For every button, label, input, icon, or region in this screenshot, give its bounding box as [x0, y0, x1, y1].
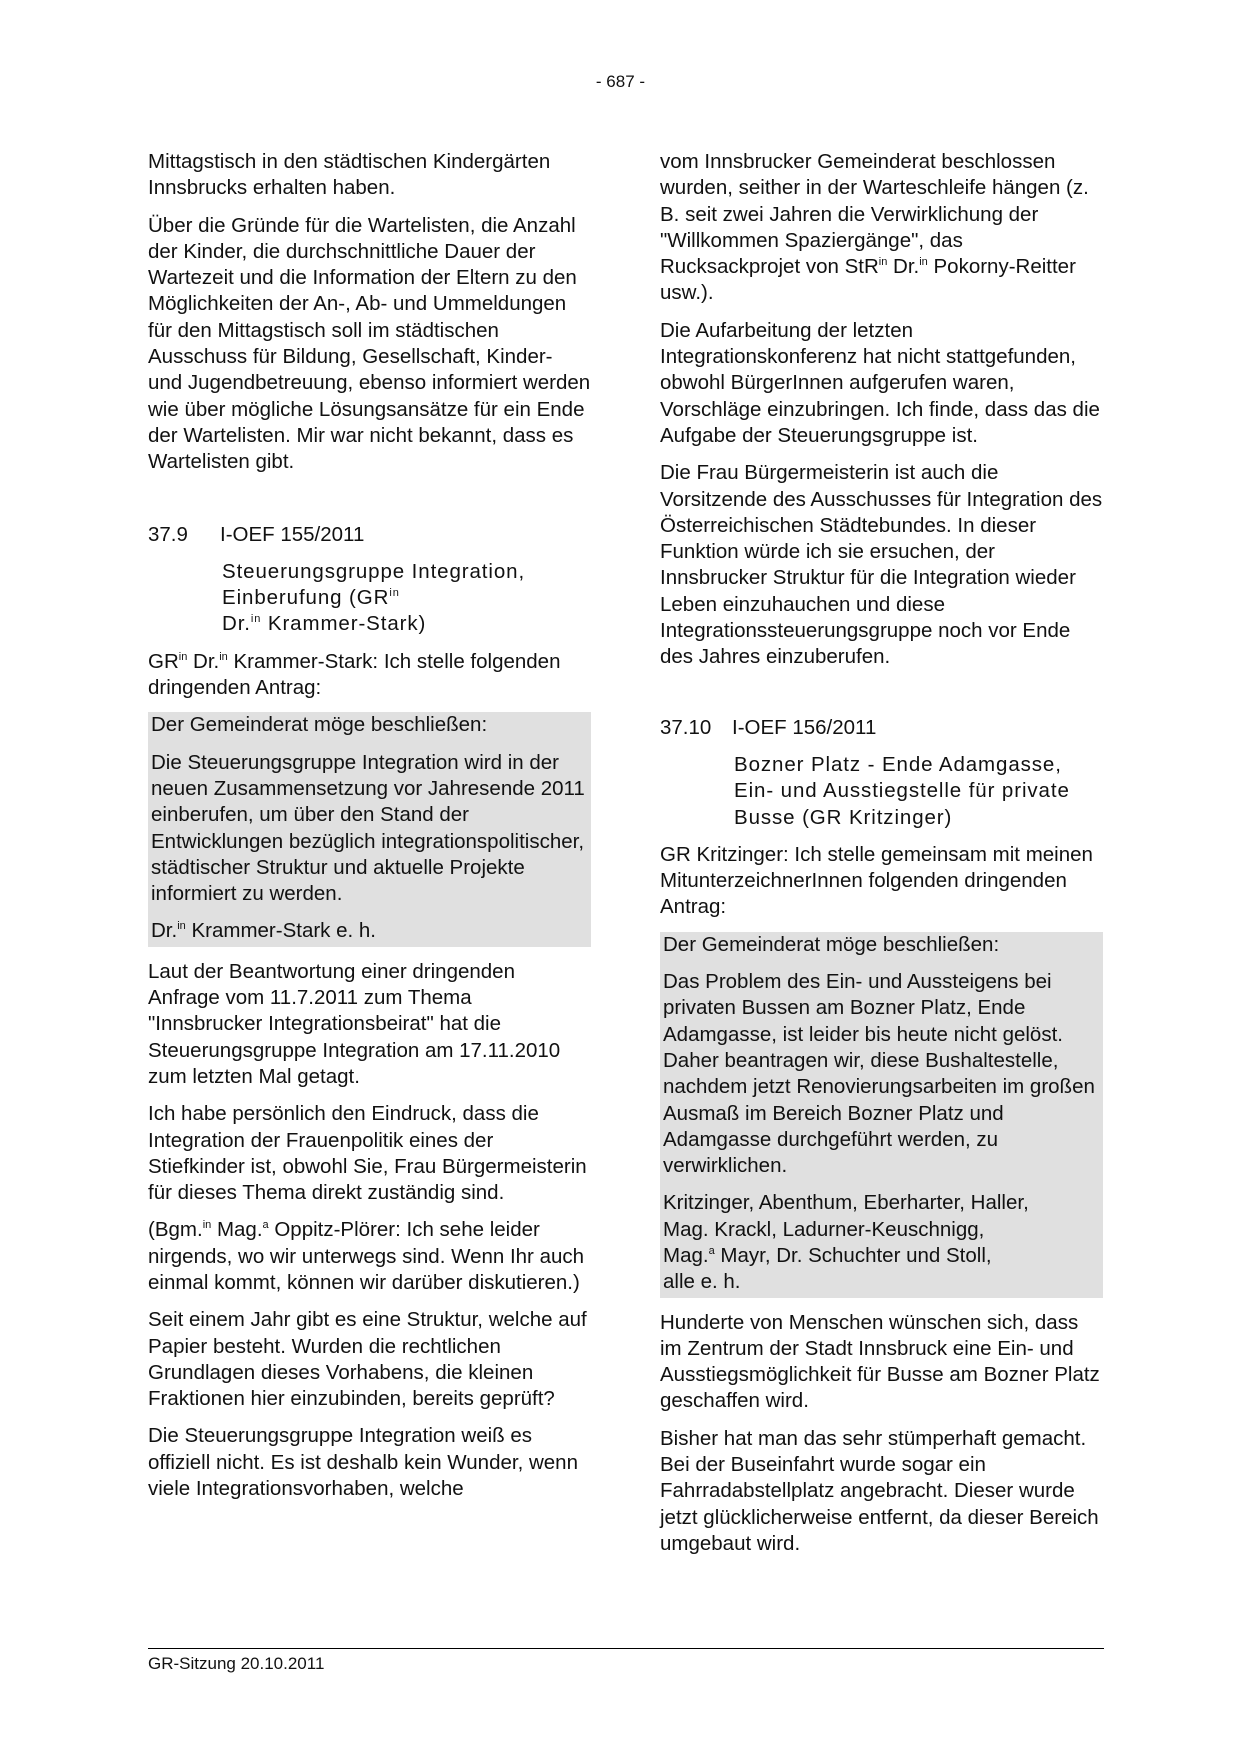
- motion-body: Die Steuerungsgruppe Integration wird in der neuen Zusammensetzung vor Jahresende 2011 einberufen, um über den Stand der Entwicklungen bezüglich integrationspolitischer, städtischer Struktur und aktuelle Projekte informiert zu werden.: [151, 750, 585, 906]
- paragraph: Über die Gründe für die Wartelisten, die Anzahl der Kinder, die durchschnittliche Dauer der Wartezeit und die Information der Eltern zu den Möglichkeiten der An-, Ab- und Ummeldungen für den Mittagstisch soll im städtischen Ausschuss für Bildung, Gesellschaft, Kinder- und Jugendbetreuung, ebenso informiert werden wie über mögliche Lösungsansätze für ein Ende der Wartelisten. Mir war nicht bekannt, dass es Wartelisten gibt.: [148, 213, 591, 474]
- superscript: in: [250, 613, 262, 626]
- speaker-intro: GR Kritzinger: Ich stelle gemeinsam mit meinen MitunterzeichnerInnen folgenden dringenden Antrag:: [660, 842, 1093, 919]
- footer: GR-Sitzung 20.10.2011: [148, 1654, 325, 1673]
- title-line: Dr.: [222, 612, 251, 636]
- paragraph: Die Steuerungsgruppe Integration weiß es offiziell nicht. Es ist deshalb kein Wunder, wenn viele Integrationsvorhaben, welche: [148, 1424, 578, 1501]
- speaker-intro: $GR^{in}$ Dr.$^{in}$ Krammer-Stark: Ich stelle folgenden dringenden Antrag:: [148, 649, 561, 700]
- interjection: (Bgm.$^{in}$ Mag.$^a$ Oppitz-Plörer: Ich sehe leider nirgends, wo wir unterwegs sind. Wenn Ihr auch einmal kommt, können wir darüber diskutieren.): [148, 1218, 585, 1294]
- agenda-item-title: [734, 752, 1103, 831]
- agenda-item-header: [148, 522, 591, 548]
- motion-body: Das Problem des Ein- und Aussteigens bei privaten Bussen am Bozner Platz, Ende Adamgasse, ist leider bis heute nicht gelöst. Daher beantragen wir, diese Bushaltestelle, nachdem jetzt Renovierungsarbeiten im großen Ausmaß im Bereich Bozner Platz und Adamgasse durchgeführt werden, zu verwirklichen.: [663, 970, 1095, 1178]
- paragraph: Bisher hat man das sehr stümperhaft gemacht. Bei der Buseinfahrt wurde sogar ein Fahrradabstellplatz angebracht. Dieser wurde jetzt glücklicherweise entfernt, da dieser Bereich umgebaut wird.: [660, 1426, 1099, 1555]
- paragraph: Ich habe persönlich den Eindruck, dass die Integration der Frauenpolitik eines der Stiefkinder ist, obwohl Sie, Frau Bürgermeisterin für dieses Thema direkt zuständig sind.: [148, 1102, 587, 1205]
- page-number: - 687 -: [595, 72, 646, 91]
- right-column: [660, 149, 1103, 1568]
- agenda-item-title: [222, 559, 591, 638]
- title-line: Ein- und Ausstiegstelle für private Busse (GR Kritzinger): [734, 779, 1070, 829]
- motion-heading: Der Gemeinderat möge beschließen:: [151, 713, 488, 737]
- agenda-item-code: I-OEF 155/2011: [220, 522, 365, 546]
- motion-box: [148, 712, 591, 946]
- agenda-item-number: 37.10: [660, 715, 712, 739]
- paragraph: Hunderte von Menschen wünschen sich, dass im Zentrum der Stadt Innsbruck eine Ein- und Ausstiegsmöglichkeit für Busse am Bozner Platz geschaffen wird.: [660, 1310, 1100, 1413]
- paragraph: Seit einem Jahr gibt es eine Struktur, welche auf Papier besteht. Wurden die rechtlichen Grundlagen dieses Vorhabens, die kleinen Fraktionen hier einzubinden, bereits geprüft?: [148, 1308, 587, 1411]
- paragraph: Laut der Beantwortung einer dringenden Anfrage vom 11.7.2011 zum Thema "Innsbrucker Integrationsbeirat" hat die Steuerungsgruppe Integration am 17.11.2010 zum letzten Mal getagt.: [148, 959, 561, 1088]
- agenda-item-number: 37.9: [148, 522, 188, 546]
- title-line: Bozner Platz - Ende Adamgasse,: [734, 752, 1062, 776]
- left-column: [148, 149, 591, 1513]
- paragraph: Die Frau Bürgermeisterin ist auch die Vorsitzende des Ausschusses für Integration des Österreichischen Städtebundes. In dieser Funktion würde ich sie ersuchen, der Innsbrucker Struktur für die Integration wieder Leben einzuhauchen und diese Integrationssteuerungsgruppe noch vor Ende des Jahres einzuberufen.: [660, 461, 1103, 669]
- paragraph: Mittagstisch in den städtischen Kindergärten Innsbrucks erhalten haben.: [148, 150, 551, 200]
- motion-box: [660, 932, 1103, 1298]
- footer-divider: [148, 1648, 1104, 1649]
- motion-signature: Kritzinger, Abenthum, Eberharter, Haller, Mag. Krackl, Ladurner-Keuschnigg, Mag.$^a$ Mayr, Dr. Schuchter und Stoll, alle e. h.: [663, 1191, 1029, 1294]
- title-line: Einberufung (GR: [222, 586, 390, 610]
- motion-signature: Dr.$^{in}$ Krammer-Stark e. h.: [151, 919, 377, 943]
- paragraph: vom Innsbrucker Gemeinderat beschlossen wurden, seither in der Warteschleife hängen (z. B. seit zwei Jahren die Verwirklichung der "Willkommen Spaziergänge", das Rucksackprojet von StR$^{in}$ Dr.$^{in}$ Pokorny-Reitter usw.).: [660, 150, 1089, 305]
- superscript: in: [389, 587, 400, 600]
- paragraph: Die Aufarbeitung der letzten Integrationskonferenz hat nicht stattgefunden, obwohl BürgerInnen aufgerufen waren, Vorschläge einzubringen. Ich finde, dass das die Aufgabe der Steuerungsgruppe ist.: [660, 318, 1100, 447]
- title-line: Steuerungsgruppe Integration,: [222, 559, 526, 583]
- title-line: Krammer-Stark): [261, 612, 427, 636]
- motion-heading: Der Gemeinderat möge beschließen:: [663, 932, 1000, 956]
- agenda-item-header: [660, 715, 1103, 741]
- agenda-item-code: I-OEF 156/2011: [732, 715, 877, 739]
